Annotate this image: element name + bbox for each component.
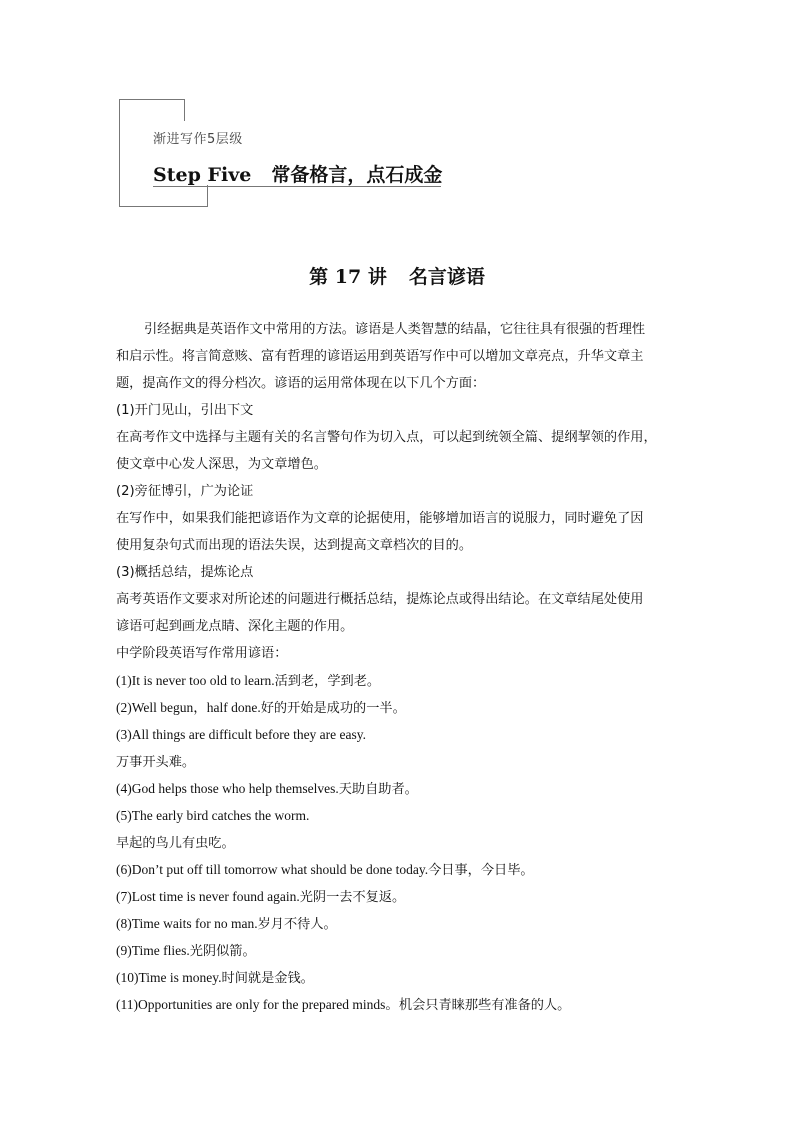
section-text: 使文章中心发人深思，为文章增色。 [116, 457, 327, 472]
section-text: 在写作中，如果我们能把谚语作为文章的论据使用，能够增加语言的说服力，同时避免了因 [116, 511, 644, 526]
step-title [153, 160, 442, 187]
proverb-item [116, 694, 682, 721]
section-heading: (3)概括总结，提炼论点 [116, 565, 254, 580]
proverb-cn: 机会只青睐那些有准备的人。 [398, 998, 571, 1013]
proverb-item [116, 991, 682, 1018]
lesson-name: 名言谚语 [408, 266, 485, 288]
proverb-item [116, 883, 682, 910]
proverbs-heading: 中学阶段英语写作常用谚语： [116, 646, 288, 661]
proverb-cn: 早起的鸟儿有虫吃。 [116, 836, 235, 851]
proverb-cn: 岁月不待人。 [257, 917, 337, 932]
proverb-cn: 光阴似箭。 [189, 944, 256, 959]
step-title-en: Step Five [153, 164, 252, 186]
proverb-item [116, 829, 682, 856]
proverb-item [116, 802, 682, 829]
proverb-item [116, 667, 682, 694]
proverb-en: (1)It is never too old to learn. [116, 673, 275, 688]
proverb-en: (2)Well begun，half done. [116, 700, 261, 715]
proverb-en: (5)The early bird catches the worm. [116, 808, 310, 823]
proverb-cn: 万事开头难。 [116, 755, 196, 770]
proverb-cn: 今日事，今日毕。 [428, 863, 534, 878]
proverb-en: (7)Lost time is never found again. [116, 889, 300, 904]
proverb-cn: 天助自助者。 [338, 782, 418, 797]
lesson-number: 第 17 讲 [309, 266, 387, 288]
intro-line: 题，提高作文的得分档次。谚语的运用常体现在以下几个方面： [116, 376, 486, 391]
proverb-item [116, 910, 682, 937]
proverb-item [116, 856, 682, 883]
section-text: 高考英语作文要求对所论述的问题进行概括总结，提炼论点或得出结论。在文章结尾处使用 [116, 592, 644, 607]
proverb-en: (8)Time waits for no man. [116, 916, 258, 931]
proverb-cn: 时间就是金钱。 [221, 971, 314, 986]
proverb-en: (11)Opportunities are only for the prepared minds。 [116, 997, 399, 1012]
proverb-item [116, 964, 682, 991]
section-text: 使用复杂句式而出现的语法失误，达到提高文章档次的目的。 [116, 538, 473, 553]
lesson-title [0, 262, 794, 289]
proverb-en: (4)God helps those who help themselves. [116, 781, 339, 796]
header-frame [119, 99, 441, 207]
proverb-item [116, 775, 682, 802]
intro-line: 引经据典是英语作文中常用的方法。谚语是人类智慧的结晶，它往往具有很强的哲理性 [144, 322, 646, 337]
document-body [116, 316, 682, 1018]
proverb-en: (10)Time is money. [116, 970, 222, 985]
series-label: 渐进写作5层级 [153, 132, 243, 147]
section-text: 谚语可起到画龙点睛、深化主题的作用。 [116, 619, 354, 634]
proverb-cn: 好的开始是成功的一半。 [260, 701, 406, 716]
intro-line: 和启示性。将言简意赅、富有哲理的谚语运用到英语写作中可以增加文章亮点，升华文章主 [116, 349, 644, 364]
section-heading: (2)旁征博引，广为论证 [116, 484, 254, 499]
proverb-en: (6)Don’t put off till tomorrow what should be done today. [116, 862, 429, 877]
proverb-item [116, 937, 682, 964]
step-title-cn: 常备格言，点石成金 [271, 164, 443, 186]
section-heading: (1)开门见山，引出下文 [116, 403, 254, 418]
proverb-en: (9)Time flies. [116, 943, 190, 958]
proverb-item [116, 748, 682, 775]
proverb-en: (3)All things are difficult before they are easy. [116, 727, 367, 742]
proverb-cn: 活到老，学到老。 [274, 674, 381, 689]
proverb-cn: 光阴一去不复返。 [299, 890, 406, 905]
proverb-item [116, 721, 682, 748]
section-text: 在高考作文中选择与主题有关的名言警句作为切入点，可以起到统领全篇、提纲挈领的作用， [116, 430, 657, 445]
